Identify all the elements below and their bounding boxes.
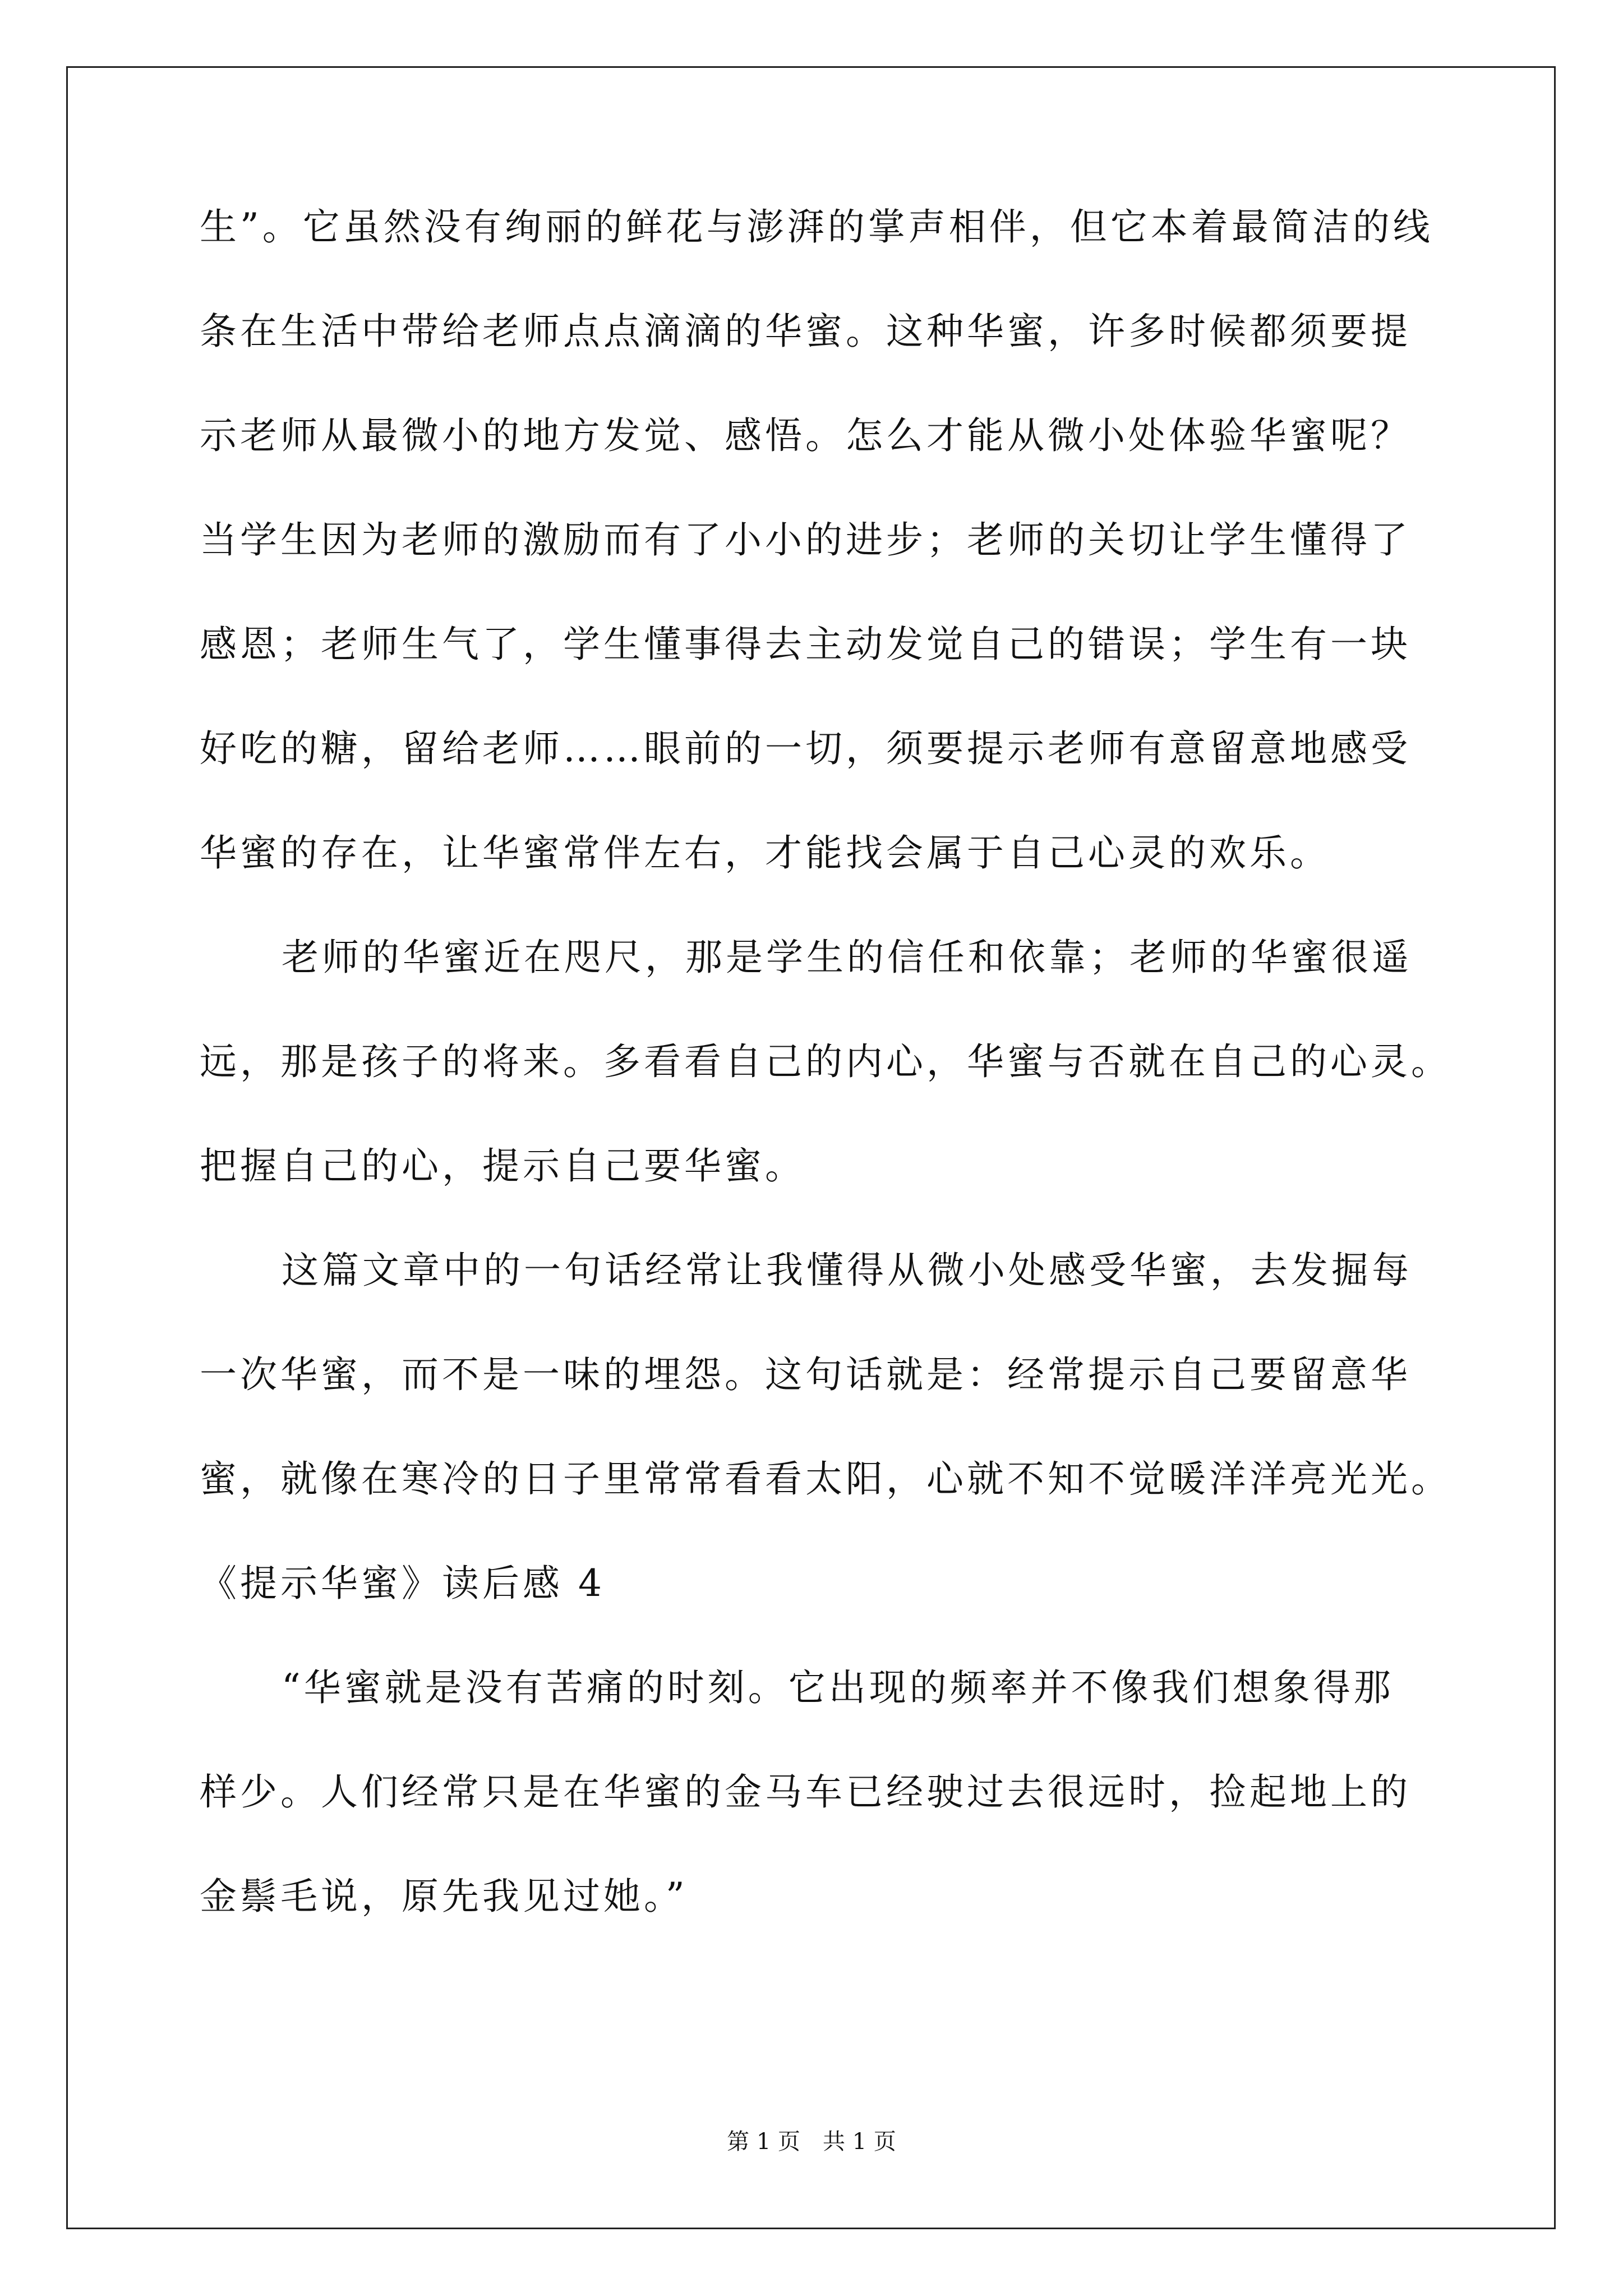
section-heading: 《提示华蜜》读后感 4 [200, 1562, 605, 1605]
text-line: 金鬃毛说，原先我见过她。” [200, 1875, 688, 1918]
paragraph-3 [200, 1249, 1451, 1565]
text-line: 当学生因为老师的激励而有了小小的进步；老师的关切让学生懂得了 [200, 518, 1411, 562]
page-number-footer: 第 1 页 共 1 页 [727, 2129, 896, 2155]
document-body [200, 205, 1451, 1982]
paragraph-1 [200, 205, 1433, 939]
text-line: 华蜜的存在，让华蜜常伴左右，才能找会属于自己心灵的欢乐。 [200, 831, 1330, 875]
paragraph-2 [200, 936, 1451, 1252]
text-line: 这篇文章中的一句话经常让我懂得从微小处感受华蜜，去发掘每 [282, 1249, 1412, 1292]
text-line: 生”。它虽然没有绚丽的鲜花与澎湃的掌声相伴，但它本着最简洁的线 [200, 205, 1433, 249]
text-line: 老师的华蜜近在咫尺，那是学生的信任和依靠；老师的华蜜很遥 [282, 936, 1412, 979]
text-line: “华蜜就是没有苦痛的时刻。它出现的频率并不像我们想象得那 [282, 1666, 1394, 1709]
paragraph-4 [200, 1666, 1423, 1982]
text-line: 样少。人们经常只是在华蜜的金马车已经驶过去很远时，捡起地上的 [200, 1770, 1411, 1814]
text-line: 远，那是孩子的将来。多看看自己的内心，华蜜与否就在自己的心灵。 [200, 1040, 1451, 1083]
text-line: 好吃的糖，留给老师……眼前的一切，须要提示老师有意留意地感受 [200, 727, 1411, 770]
text-line: 蜜，就像在寒冷的日子里常常看看太阳，心就不知不觉暖洋洋亮光光。 [200, 1457, 1451, 1501]
text-line: 条在生活中带给老师点点滴滴的华蜜。这种华蜜，许多时候都须要提 [200, 310, 1411, 353]
text-line: 把握自己的心，提示自己要华蜜。 [200, 1144, 805, 1188]
text-line: 示老师从最微小的地方发觉、感悟。怎么才能从微小处体验华蜜呢？ [200, 414, 1411, 457]
text-line: 感恩；老师生气了，学生懂事得去主动发觉自己的错误；学生有一块 [200, 623, 1411, 666]
text-line: 一次华蜜，而不是一味的埋怨。这句话就是：经常提示自己要留意华 [200, 1353, 1411, 1396]
